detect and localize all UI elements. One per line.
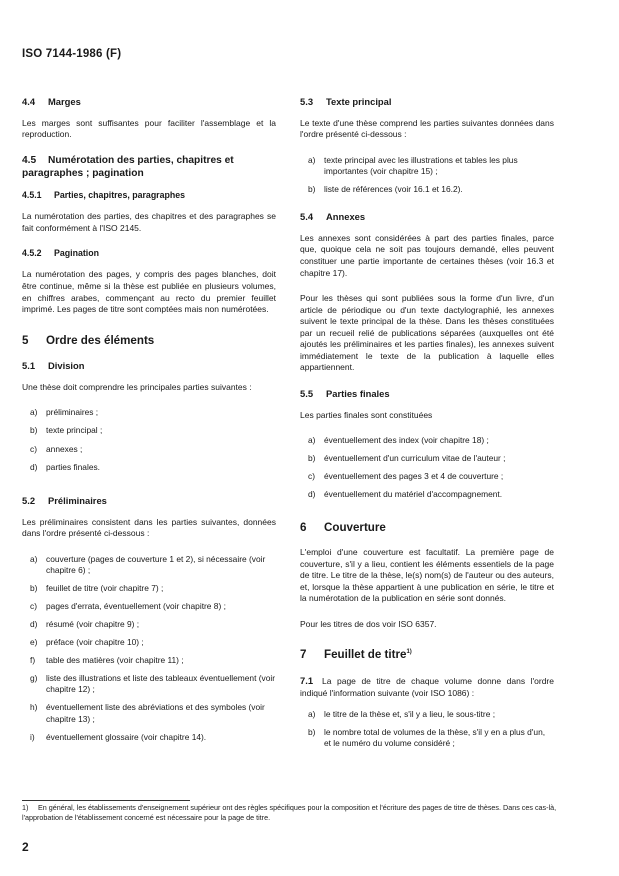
list-item: a) texte principal avec les illustrations et tables les plus importantes (voir chapitre 15) ; — [308, 154, 518, 176]
list-item: e) préface (voir chapitre 10) ; — [30, 637, 144, 648]
section-7-1-text: 7.1 La page de titre de chaque volume donne dans l'ordre indiqué l'information suivante (voir ISO 1086) : — [300, 674, 554, 698]
section-5-5-list — [300, 435, 554, 500]
list-item: f) table des matières (voir chapitre 11) ; — [30, 655, 184, 666]
section-5-1-heading: 5.1 Division — [22, 360, 85, 372]
section-5-5-heading: 5.5 Parties finales — [300, 387, 390, 399]
list-item: g) liste des illustrations et liste des tableaux éventuellement (voir chapitre 12) ; — [30, 673, 276, 695]
list-item: d) parties finales. — [30, 461, 100, 472]
list-item: b) texte principal ; — [30, 425, 103, 436]
list-item: a) préliminaires ; — [30, 407, 99, 418]
section-5-5-text: Les parties finales sont constituées — [300, 409, 433, 420]
section-5-4-text-1: Les annexes sont considérées à part des parties finales, parce que, quoique cela ne soit pas toujours demandé, elles peuvent constituer une partie importante de certaines thèses (voir 16.3 et chapitre 17). — [300, 232, 554, 278]
right-column — [300, 96, 554, 765]
section-6-text-2: Pour les titres de dos voir ISO 6357. — [300, 618, 437, 629]
section-5-1-text: Une thèse doit comprendre les principales parties suivantes : — [22, 381, 252, 392]
section-4-5-heading: 4.5 Numérotation des parties, chapitres et paragraphes ; pagination — [22, 154, 234, 179]
section-5-3-list — [300, 155, 554, 195]
list-item: a) couverture (pages de couverture 1 et 2), si nécessaire (voir chapitre 6) ; — [30, 553, 266, 575]
list-item: d) résumé (voir chapitre 9) ; — [30, 618, 140, 629]
section-5-heading: 5 Ordre des éléments — [22, 333, 155, 347]
section-5-2-heading: 5.2 Préliminaires — [22, 494, 107, 506]
section-5-2-text: Les préliminaires consistent dans les parties suivantes, données dans l'ordre présenté ci-dessous : — [22, 516, 276, 539]
footnote: 1) En général, les établissements d'enseignement supérieur ont des règles spécifiques pour la composition et l'écriture des pages de titre de thèses. Dans ces cas-là, l'approbation de l'établissement concerné est nécessaire pour la page de titre. — [22, 803, 557, 823]
section-5-4-heading: 5.4 Annexes — [300, 211, 366, 223]
section-7-heading: 7 Feuillet de titre$^{1)}$ — [300, 648, 412, 662]
list-item: b) éventuellement d'un curriculum vitae de l'auteur ; — [308, 453, 506, 464]
list-item: h) éventuellement liste des abréviations et des symboles (voir chapitre 13) ; — [30, 702, 265, 724]
list-item: b) le nombre total de volumes de la thèse, s'il y en a plus d'un, et le numéro du volume considéré ; — [308, 727, 546, 749]
list-item: c) éventuellement des pages 3 et 4 de couverture ; — [308, 471, 504, 482]
section-4-5-1-text: La numérotation des parties, des chapitres et des paragraphes se fait conformément à l'ISO 2145. — [22, 211, 276, 233]
page-number: 2 — [22, 840, 29, 854]
section-7-1-list — [300, 709, 554, 749]
section-6-heading: 6 Couverture — [300, 520, 386, 534]
section-4-5-1-heading: 4.5.1 Parties, chapitres, paragraphes — [22, 190, 186, 201]
list-item: i) éventuellement glossaire (voir chapitre 14). — [30, 731, 207, 742]
section-5-1-list — [22, 407, 276, 472]
footnote-ref: 1) — [406, 649, 412, 656]
footnote-divider — [22, 800, 190, 801]
list-item: a) le titre de la thèse et, s'il y a lieu, le sous-titre ; — [308, 709, 496, 720]
section-5-3-heading: 5.3 Texte principal — [300, 96, 392, 107]
list-item: a) éventuellement des index (voir chapitre 18) ; — [308, 435, 489, 446]
list-item: d) éventuellement du matériel d'accompagnement. — [308, 489, 503, 500]
section-4-4-text: Les marges sont suffisantes pour faciliter l'assemblage et la reproduction. — [22, 117, 276, 140]
section-6-text-1: L'emploi d'une couverture est facultatif. La première page de couverture, s'il y a lieu, contient les éléments essentiels de la page de titre. Le titre de la thèse, le(s) nom(s) de l'auteur ou des auteurs, et, lorsque la thèse appartient à une publication en série, le titre et la numérotation de la publication en série sont donnés. — [300, 547, 554, 604]
section-5-2-list — [22, 554, 276, 743]
document-id-header: ISO 7144-1986 (F) — [22, 48, 122, 60]
section-4-4-heading: 4.4 Marges — [22, 96, 81, 107]
section-5-4-text-2: Pour les thèses qui sont publiées sous la forme d'un livre, d'un article de périodique ou d'un texte dactylographié, les annexes suivent le texte principal de la thèse. Dans les thèses constituées par un recueil relié de publications séparées (auxquelles ont été ajoutés les préliminaires et les parties finales), les annexes suivent immédiatement le texte de la publication à laquelle elles appartiennent. — [300, 293, 554, 373]
section-4-5-2-heading: 4.5.2 Pagination — [22, 248, 99, 259]
section-4-5-2-text: La numérotation des pages, y compris des pages blanches, doit être continue, même si la thèse est publiée en plusieurs volumes, en chiffres arabes, commençant au recto du premier feuillet imprimé. Les pages de titre sont comptées mais non numérotées. — [22, 269, 276, 315]
left-column — [22, 96, 276, 759]
list-item: c) annexes ; — [30, 443, 83, 454]
list-item: c) pages d'errata, éventuellement (voir chapitre 8) ; — [30, 600, 226, 611]
list-item: b) feuillet de titre (voir chapitre 7) ; — [30, 582, 164, 593]
list-item: b) liste de références (voir 16.1 et 16.2). — [308, 184, 463, 195]
section-5-3-text: Le texte d'une thèse comprend les parties suivantes données dans l'ordre présenté ci-dessous : — [300, 117, 554, 140]
